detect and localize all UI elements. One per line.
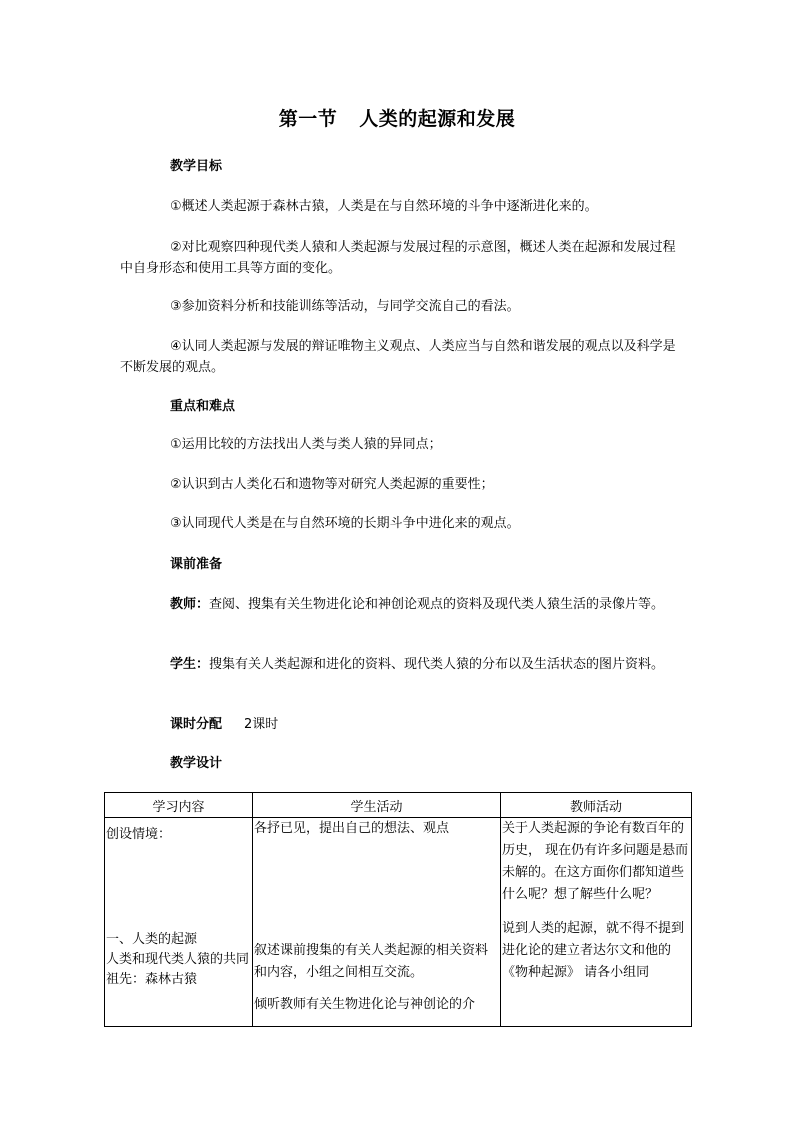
objective-2: ②对比观察四种现代类人猿和人类起源与发展过程的示意图，概述人类在起源和发展过程中自身形态和使用工具等方面的变化。 — [120, 240, 676, 276]
student-activity-2: 叙述课前搜集的有关人类起源的相关资料和内容，小组之间相互交流。 — [254, 943, 489, 980]
teaching-design-table — [104, 792, 692, 1027]
objectives-heading: 教学目标 — [170, 159, 223, 174]
page-title — [0, 104, 794, 131]
cell-student-activity — [253, 818, 501, 1027]
content-origin-heading: 一、人类的起源 — [106, 932, 198, 947]
key-point-1: ①运用比较的方法找出人类与类人猿的异同点； — [170, 437, 442, 452]
class-hours-value: 2课时 — [244, 717, 279, 732]
objective-4: ④认同人类起源与发展的辩证唯物主义观点、人类应当与自然和谐发展的观点以及科学是不断发展的观点。 — [120, 339, 676, 375]
class-hours-heading: 课时分配 — [170, 717, 223, 732]
student-activity-1: 各抒已见，提出自己的想法、观点 — [254, 821, 450, 836]
table-row — [105, 818, 692, 1027]
cell-learning-content — [105, 818, 253, 1027]
content-common-ancestor: 人类和现代类人猿的共同祖先：森林古猿 — [106, 952, 250, 987]
objective-1: ①概述人类起源于森林古猿，人类是在与自然环境的斗争中逐渐进化来的。 — [170, 199, 598, 214]
cell-teacher-activity — [501, 818, 692, 1027]
student-activity-3: 倾听教师有关生物进化论与神创论的介 — [254, 997, 476, 1012]
prep-teacher — [120, 594, 680, 615]
design-heading: 教学设计 — [170, 756, 223, 771]
prep-student — [120, 654, 680, 675]
prep-heading: 课前准备 — [170, 557, 223, 572]
prep-student-label: 学生： — [170, 657, 210, 672]
table-header-row — [105, 793, 692, 818]
header-teacher-activity: 教师活动 — [501, 793, 692, 818]
title-section-number: 第一节 — [278, 108, 338, 130]
prep-teacher-text: 查阅、搜集有关生物进化论和神创论观点的资料及现代类人猿生活的录像片等。 — [209, 597, 665, 612]
teacher-activity-1: 关于人类起源的争论有数百年的历史， 现在仍有许多问题是悬而未解的。在这方面你们都知道些什么呢？想了解些什么呢？ — [502, 821, 689, 902]
teacher-activity-2: 说到人类的起源，就不得不提到进化论的建立者达尔文和他的《物种起源》 请各小组同 — [502, 921, 685, 980]
prep-student-text: 搜集有关人类起源和进化的资料、现代类人猿的分布以及生活状态的图片资料。 — [209, 657, 665, 672]
prep-teacher-label: 教师： — [170, 597, 210, 612]
key-point-2: ②认识到古人类化石和遗物等对研究人类起源的重要性； — [170, 477, 494, 492]
title-section-name: 人类的起源和发展 — [359, 108, 516, 130]
header-learning-content: 学习内容 — [105, 793, 253, 818]
key-points-heading: 重点和难点 — [170, 399, 236, 414]
header-student-activity: 学生活动 — [253, 793, 501, 818]
key-point-3: ③认同现代人类是在与自然环境的长期斗争中进化来的观点。 — [170, 516, 520, 531]
content-scenario: 创设情境： — [106, 827, 172, 842]
class-hours — [120, 714, 680, 735]
objective-3: ③参加资料分析和技能训练等活动，与同学交流自己的看法。 — [170, 299, 520, 314]
